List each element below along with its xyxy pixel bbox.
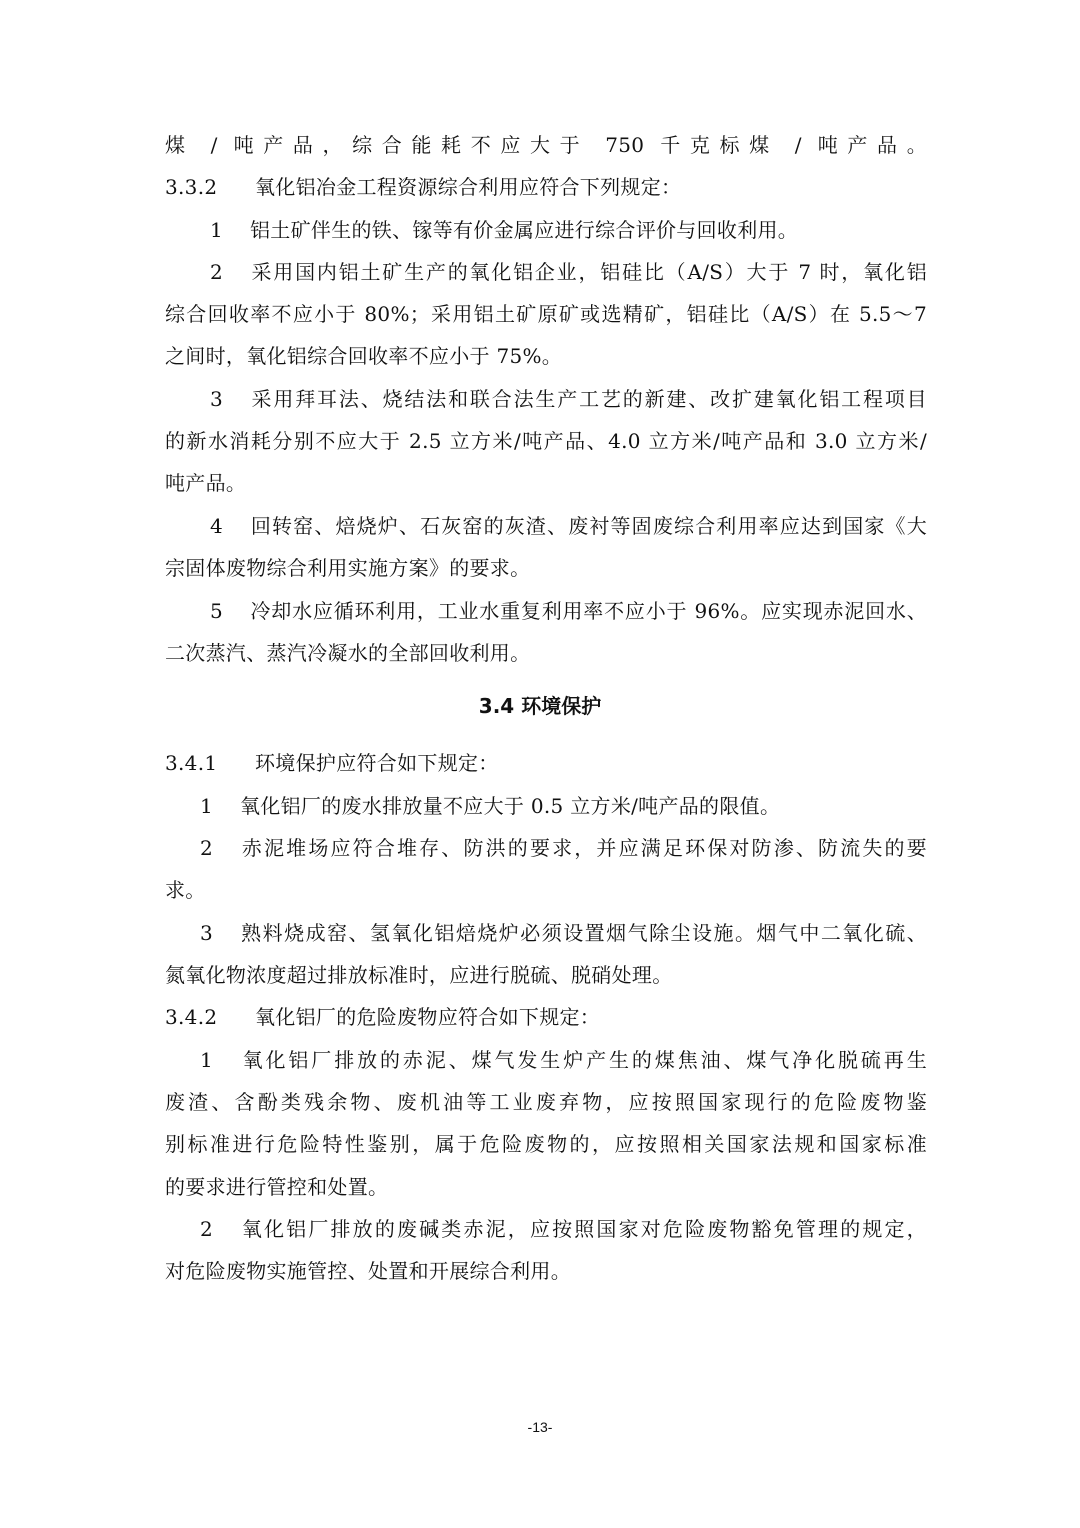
paragraph-line: 宗固体废物综合利用实施方案》的要求。 <box>165 556 531 580</box>
paragraph-line: 之间时，氧化铝综合回收率不应小于 75%。 <box>165 344 563 368</box>
item-line: 2 氧化铝厂排放的废碱类赤泥，应按照国家对危险废物豁免管理的规定， <box>200 1217 927 1241</box>
paragraph-line: 煤 / 吨产品，综合能耗不应大于 750 千克标煤 / 吨产品。 <box>165 133 927 157</box>
clause-line: 3.3.2 氧化铝冶金工程资源综合利用应符合下列规定： <box>165 175 682 199</box>
item-number: 1 <box>200 1048 214 1072</box>
paragraph-line: 的新水消耗分别不应大于 2.5 立方米/吨产品、4.0 立方米/吨产品和 3.0 立方米/ <box>165 429 927 453</box>
item-number: 1 <box>210 218 224 242</box>
clause-number: 3.3.2 <box>165 175 218 199</box>
item-line: 4 回转窑、焙烧炉、石灰窑的灰渣、废衬等固废综合利用率应达到国家《大 <box>210 514 927 538</box>
page-number: -13- <box>527 1419 553 1435</box>
paragraph-line: 吨产品。 <box>165 471 247 495</box>
clause-number: 3.4.2 <box>165 1005 218 1029</box>
section-heading: 3.4 环境保护 <box>478 694 602 718</box>
item-number: 3 <box>210 387 224 411</box>
clause-number: 3.4.1 <box>165 751 218 775</box>
item-number: 3 <box>200 921 214 945</box>
item-number: 1 <box>200 794 214 818</box>
item-number: 4 <box>210 514 224 538</box>
paragraph-line: 二次蒸汽、蒸汽冷凝水的全部回收利用。 <box>165 641 531 665</box>
paragraph-line: 综合回收率不应小于 80%；采用铝土矿原矿或选精矿，铝硅比（A/S）在 5.5～7 <box>165 302 927 326</box>
paragraph-line: 别标准进行危险特性鉴别，属于危险废物的，应按照相关国家法规和国家标准 <box>165 1132 927 1156</box>
item-line: 3 熟料烧成窑、氢氧化铝焙烧炉必须设置烟气除尘设施。烟气中二氧化硫、 <box>200 921 927 945</box>
item-line: 5 冷却水应循环利用，工业水重复利用率不应小于 96%。应实现赤泥回水、 <box>210 599 927 623</box>
item-number: 5 <box>210 599 224 623</box>
clause-line: 3.4.2 氧化铝厂的危险废物应符合如下规定： <box>165 1005 601 1029</box>
item-line: 1 氧化铝厂排放的赤泥、煤气发生炉产生的煤焦油、煤气净化脱硫再生 <box>200 1048 927 1072</box>
paragraph-line: 废渣、含酚类残余物、废机油等工业废弃物，应按照国家现行的危险废物鉴 <box>165 1090 927 1114</box>
paragraph-line: 求。 <box>165 878 206 902</box>
clause-line: 3.4.1 环境保护应符合如下规定： <box>165 751 499 775</box>
item-number: 2 <box>200 836 214 860</box>
item-number: 2 <box>200 1217 214 1241</box>
paragraph-line: 对危险废物实施管控、处置和开展综合利用。 <box>165 1259 571 1283</box>
item-number: 2 <box>210 260 224 284</box>
paragraph-line: 的要求进行管控和处置。 <box>165 1175 389 1199</box>
item-line: 1 氧化铝厂的废水排放量不应大于 0.5 立方米/吨产品的限值。 <box>200 794 781 818</box>
paragraph-line: 氮氧化物浓度超过排放标准时，应进行脱硫、脱硝处理。 <box>165 963 673 987</box>
item-line: 3 采用拜耳法、烧结法和联合法生产工艺的新建、改扩建氧化铝工程项目 <box>210 387 927 411</box>
item-line: 2 赤泥堆场应符合堆存、防洪的要求，并应满足环保对防渗、防流失的要 <box>200 836 927 860</box>
item-line: 1 铝土矿伴生的铁、镓等有价金属应进行综合评价与回收利用。 <box>210 218 799 242</box>
item-line: 2 采用国内铝土矿生产的氧化铝企业，铝硅比（A/S）大于 7 时，氧化铝 <box>210 260 927 284</box>
